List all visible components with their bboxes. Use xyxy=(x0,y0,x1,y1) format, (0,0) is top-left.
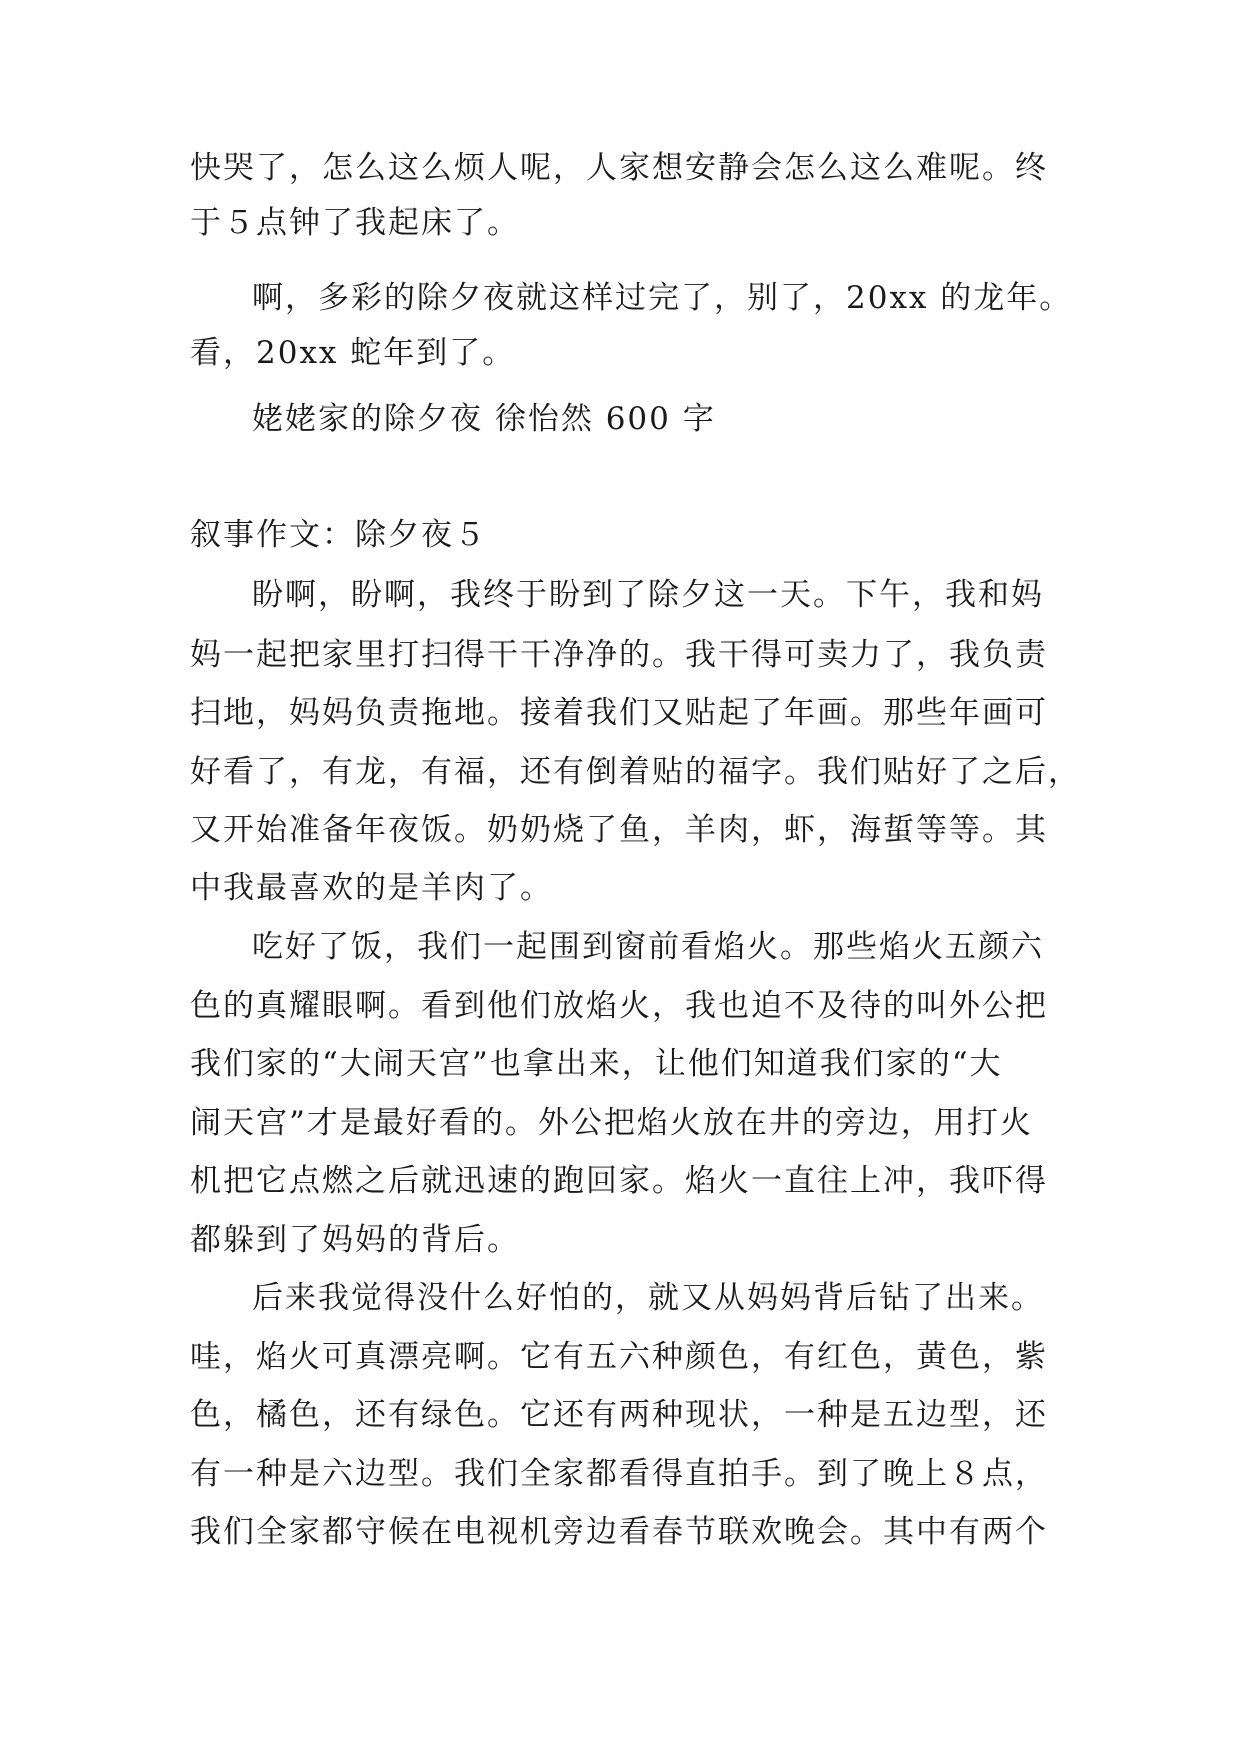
text-line: 看，20xx 蛇年到了。 xyxy=(190,335,516,371)
text-line: 又开始准备年夜饭。奶奶烧了鱼，羊肉，虾，海蜇等等。其 xyxy=(190,812,1048,848)
text-line: 我们家的“大闹天宫”也拿出来，让他们知道我们家的“大 xyxy=(190,1046,1003,1082)
essay-byline: 姥姥家的除夕夜 徐怡然 600 字 xyxy=(252,401,716,437)
text-line: 于５点钟了我起床了。 xyxy=(190,205,520,241)
text-line: 有一种是六边型。我们全家都看得直拍手。到了晚上８点， xyxy=(190,1456,1048,1492)
paragraph-start-line: 啊，多彩的除夕夜就这样过完了，别了，20xx 的龙年。 xyxy=(252,280,1073,316)
text-line: 哇，焰火可真漂亮啊。它有五六种颜色，有红色，黄色，紫 xyxy=(190,1339,1048,1375)
text-line: 我们全家都守候在电视机旁边看春节联欢晚会。其中有两个 xyxy=(190,1514,1048,1550)
paragraph-start-line: 盼啊，盼啊，我终于盼到了除夕这一天。下午，我和妈 xyxy=(252,577,1044,613)
text-line: 色，橘色，还有绿色。它还有两种现状，一种是五边型，还 xyxy=(190,1397,1048,1433)
paragraph-start-line: 吃好了饭，我们一起围到窗前看焰火。那些焰火五颜六 xyxy=(252,929,1044,965)
text-line: 快哭了，怎么这么烦人呢，人家想安静会怎么这么难呢。终 xyxy=(190,150,1048,186)
text-line: 机把它点燃之后就迅速的跑回家。焰火一直往上冲，我吓得 xyxy=(190,1163,1048,1199)
text-line: 色的真耀眼啊。看到他们放焰火，我也迫不及待的叫外公把 xyxy=(190,988,1048,1024)
text-line: 好看了，有龙，有福，还有倒着贴的福字。我们贴好了之后， xyxy=(190,754,1081,790)
section-heading: 叙事作文：除夕夜５ xyxy=(190,517,487,553)
text-line: 都躲到了妈妈的背后。 xyxy=(190,1222,520,1258)
text-line: 妈一起把家里打扫得干干净净的。我干得可卖力了，我负责 xyxy=(190,637,1048,673)
text-line: 中我最喜欢的是羊肉了。 xyxy=(190,870,553,906)
text-line: 闹天宫”才是最好看的。外公把焰火放在井的旁边，用打火 xyxy=(190,1105,1033,1141)
paragraph-start-line: 后来我觉得没什么好怕的，就又从妈妈背后钻了出来。 xyxy=(252,1280,1044,1316)
text-line: 扫地，妈妈负责拖地。接着我们又贴起了年画。那些年画可 xyxy=(190,695,1048,731)
